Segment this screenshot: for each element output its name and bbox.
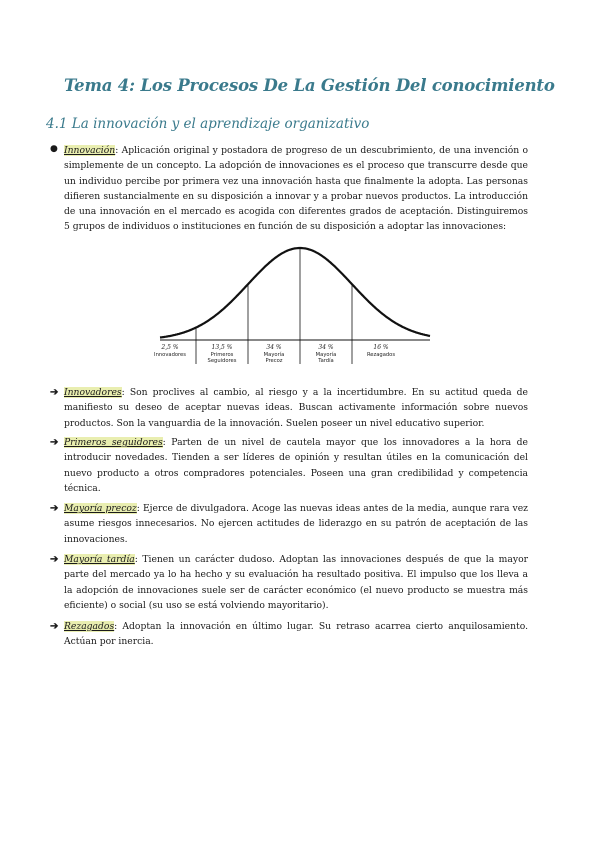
item-term: Primeros seguidores [64, 437, 163, 448]
item-term: Mayoría tardía [64, 554, 135, 565]
segment-label: Mayoría [315, 352, 337, 358]
intro-paragraph [64, 143, 528, 235]
item-term: Mayoría precoz [64, 503, 137, 514]
segment-percent: 34 % [266, 344, 282, 351]
item-text: : Son proclives al cambio, al riesgo y a la incertidumbre. En su actitud queda de manifiesto su deseo de aceptar nuevas ideas. Buscan activamente información sobre nuevos productos. Son la vanguardia de la innovación. Suelen poseer un nivel educativo superior. [64, 387, 528, 429]
item-text: : Ejerce de divulgadora. Acoge las nuevas ideas antes de la media, aunque rara vez asume riesgos innecesarios. No ejercen actitudes de liderazgo en su patrón de aceptación de las innovaciones. [64, 503, 528, 545]
list-item-mayoria-tardia [64, 552, 528, 613]
item-text: : Adoptan la innovación en último lugar. Su retraso acarrea cierto anquilosamiento. Actúan por inercia. [64, 621, 528, 648]
arrow-icon: ➔ [50, 503, 59, 514]
segment-percent: 13,5 % [211, 344, 233, 351]
segment-percent: 16 % [373, 344, 389, 351]
segment-label: Primeros [210, 352, 234, 358]
intro-text: : Aplicación original y postadora de progreso de un descubrimiento, de una invención o simplemente de un concepto. La adopción de innovaciones es el proceso que transcurre desde que un individuo percibe por primera vez una innovación hasta que finalmente la adopta. Las personas difieren sustancialmente en su disposición a innovar y a probar nuevos productos. La introducción de una innovación en el mercado es acogida con diferentes grados de aceptación. Distinguiremos 5 grupos de individuos o instituciones en función de su disposición a adoptar las innovaciones: [64, 145, 528, 233]
adoption-curve-chart [154, 244, 430, 368]
list-item-innovadores [64, 385, 528, 431]
segment-label: Rezagados [366, 352, 396, 358]
bell-curve [160, 248, 430, 338]
section-heading: 4.1 La innovación y el aprendizaje organizativo [46, 116, 370, 132]
bullet-icon: ● [50, 144, 58, 154]
item-text: : Tienen un carácter dudoso. Adoptan las innovaciones después de que la mayor parte del mercado ya lo ha hecho y su evaluación ha resultado positiva. El impulso que los lleva a la adopción de innovaciones suele ser de carácter económico (el nuevo producto se muestra más eficiente) o social (su uso se está volviendo mayoritario). [64, 554, 528, 611]
item-text: : Parten de un nivel de cautela mayor que los innovadores a la hora de introducir novedades. Tienden a ser líderes de opinión y resultan útiles en la comunicación del nuevo producto a otros compradores potenciales. Poseen una gran credibilidad y competencia técnica. [64, 437, 528, 494]
page-title: Tema 4: Los Procesos De La Gestión Del conocimiento [64, 76, 555, 95]
segment-label: Mayoría [263, 352, 285, 358]
segment-label: Precoz [265, 358, 283, 364]
arrow-icon: ➔ [50, 621, 59, 632]
list-item-primeros-seguidores [64, 435, 528, 496]
item-term: Rezagados [64, 621, 115, 632]
segment-label: Innovadores [154, 352, 186, 358]
arrow-icon: ➔ [50, 554, 59, 565]
list-item-rezagados [64, 619, 528, 650]
arrow-icon: ➔ [50, 437, 59, 448]
list-item-mayoria-precoz [64, 501, 528, 547]
chart-layer [154, 248, 430, 364]
arrow-icon: ➔ [50, 387, 59, 398]
segment-percent: 2,5 % [161, 344, 179, 351]
segment-label: Tardía [318, 358, 334, 364]
item-term: Innovadores [64, 387, 122, 398]
intro-term: Innovación [64, 145, 116, 156]
segment-label: Seguidores [207, 358, 237, 364]
segment-percent: 34 % [318, 344, 334, 351]
